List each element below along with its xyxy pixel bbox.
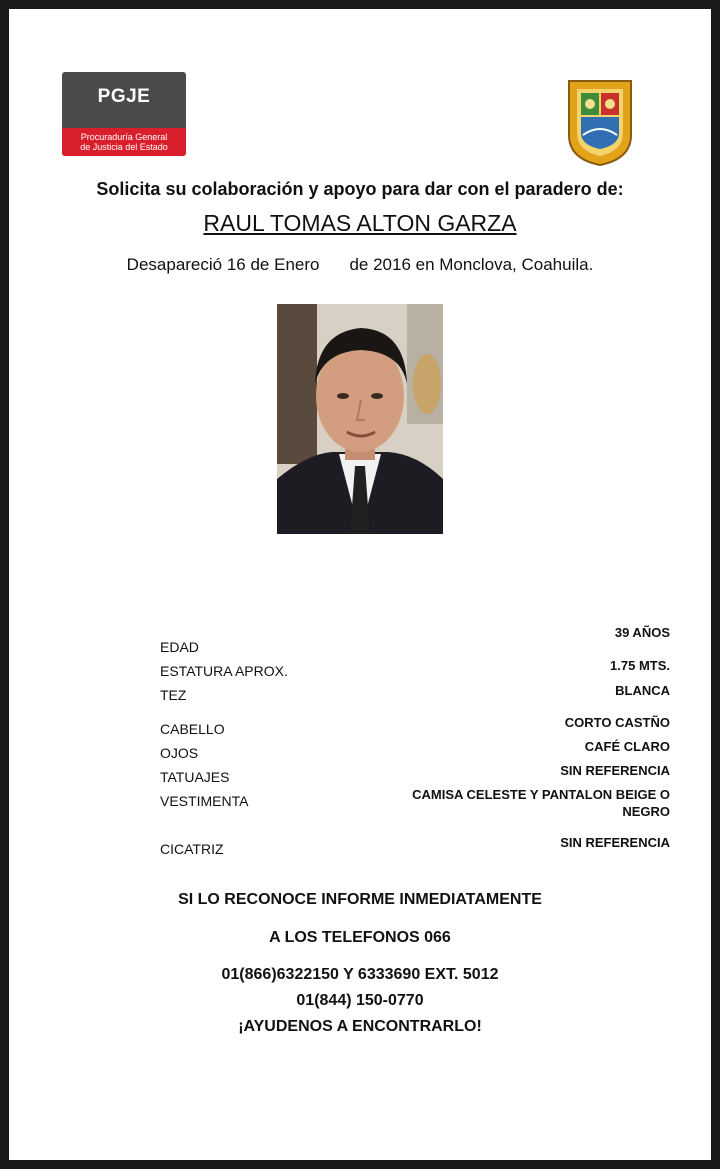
value-hair: CORTO CASTÑO	[564, 715, 670, 730]
value-height: 1.75 MTS.	[610, 658, 670, 673]
footer-call-to-action: ¡AYUDENOS A ENCONTRARLO!	[238, 1018, 482, 1035]
person-name: RAUL TOMAS ALTON GARZA	[203, 210, 517, 236]
request-heading: Solicita su colaboración y apoyo para dar con el paradero de:	[96, 179, 624, 199]
disappearance-info	[9, 255, 711, 275]
value-eyes: CAFÉ CLARO	[584, 739, 670, 754]
label-height: ESTATURA APROX.	[160, 663, 288, 679]
logo-line-1: Procuraduría General	[80, 132, 168, 142]
logo-title: PGJE	[97, 86, 151, 107]
value-clothing-line-2: NEGRO	[622, 804, 670, 819]
footer-phone-1: 01(866)6322150 Y 6333690 EXT. 5012	[221, 966, 499, 983]
value-complexion: BLANCA	[615, 683, 670, 698]
label-scar: CICATRIZ	[160, 841, 224, 857]
label-tattoos: TATUAJES	[160, 769, 230, 785]
disappearance-date: Desapareció 16 de Enero	[126, 255, 320, 274]
value-age: 39 AÑOS	[614, 625, 670, 640]
label-complexion: TEZ	[160, 687, 187, 703]
label-eyes: OJOS	[160, 745, 199, 761]
logo-band	[62, 128, 186, 156]
disappearance-place: de 2016 en Monclova, Coahuila.	[349, 255, 594, 274]
value-clothing-line-1: CAMISA CELESTE Y PANTALON BEIGE O	[412, 787, 670, 802]
footer-instruction: SI LO RECONOCE INFORME INMEDIATAMENTE	[178, 891, 542, 908]
footer-phones-label: A LOS TELEFONOS 066	[269, 929, 451, 946]
value-scar: SIN REFERENCIA	[560, 835, 670, 850]
pgje-logo	[62, 72, 186, 156]
label-hair: CABELLO	[160, 721, 225, 737]
coahuila-seal-icon	[561, 75, 639, 167]
logo-line-2: de Justicia del Estado	[80, 142, 168, 152]
label-age: EDAD	[160, 639, 199, 655]
missing-person-poster	[9, 9, 711, 1160]
value-tattoos: SIN REFERENCIA	[560, 763, 670, 778]
footer-phone-2: 01(844) 150-0770	[296, 992, 424, 1009]
label-clothing: VESTIMENTA	[160, 793, 249, 809]
person-photo	[277, 304, 443, 534]
